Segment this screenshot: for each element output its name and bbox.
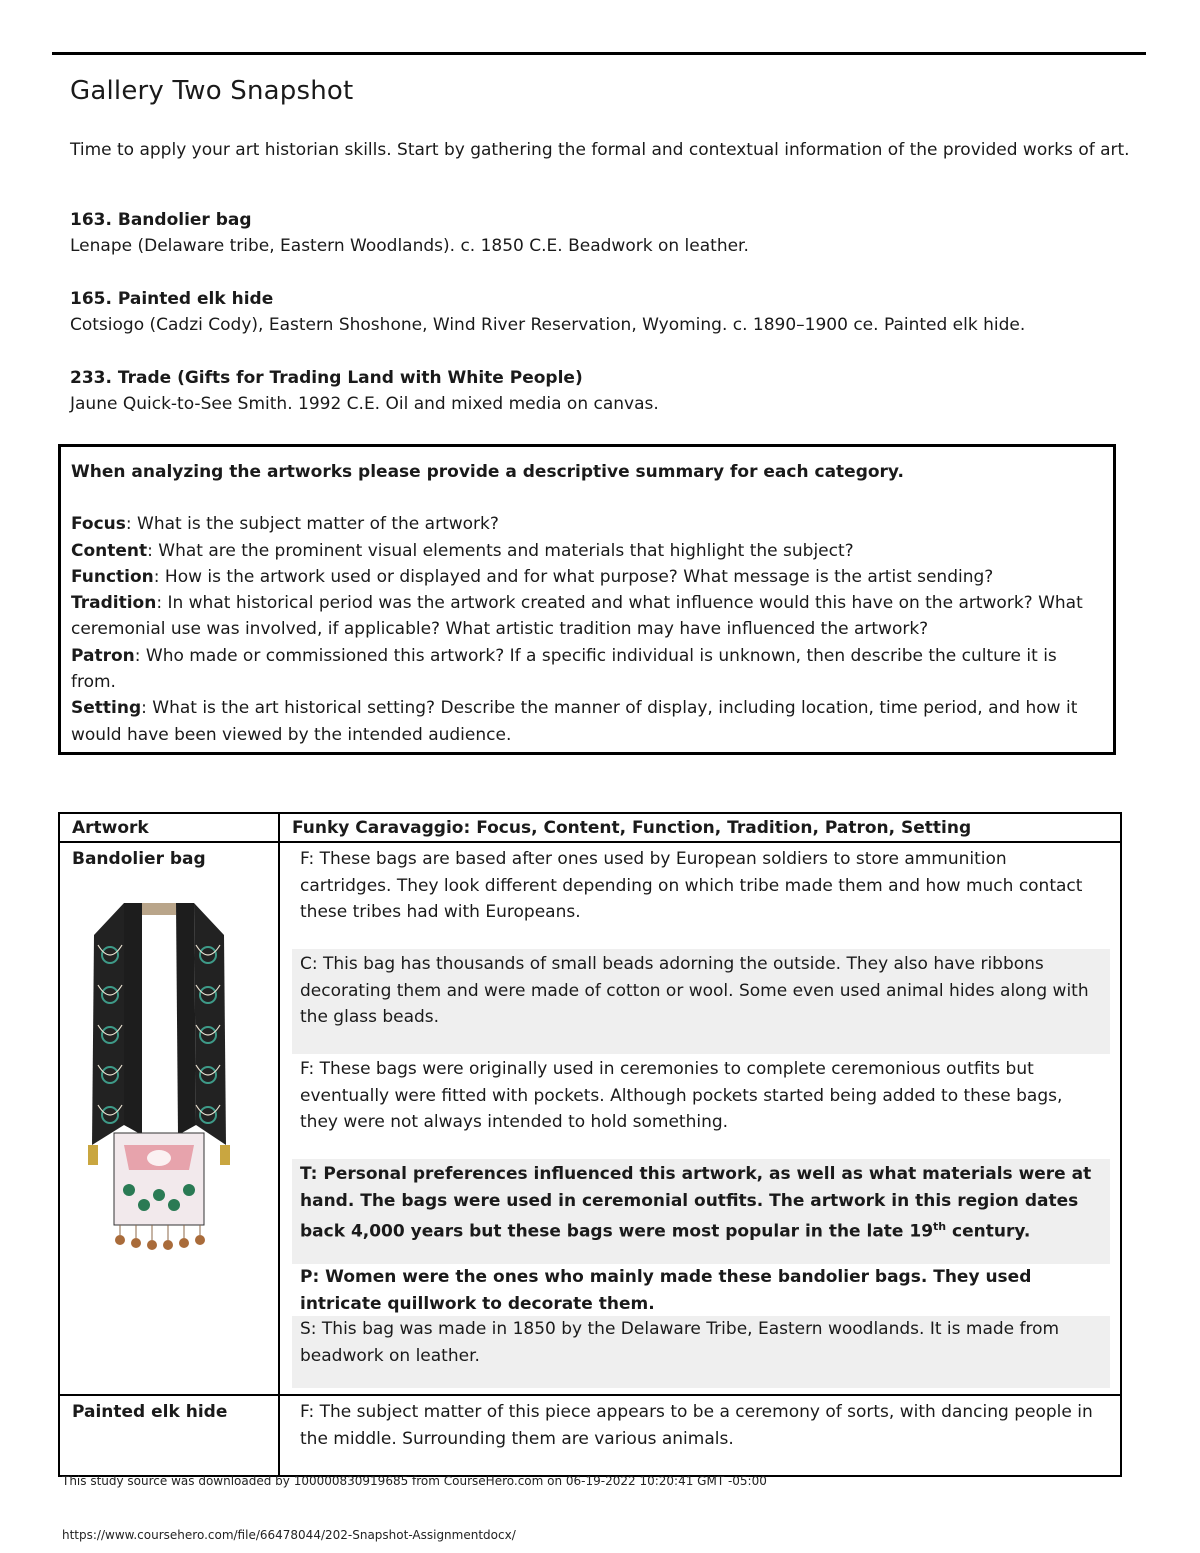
instructions-box bbox=[58, 444, 1116, 755]
category-text: : In what historical period was the artwork created and what influence would this have on the artwork? What ceremonial use was involved, if applicable? What artistic tradition may have influenced the artwork? bbox=[71, 593, 1083, 640]
category-label: Focus bbox=[71, 514, 126, 535]
category-label: Patron bbox=[71, 645, 135, 666]
category-content bbox=[71, 538, 1103, 564]
table-row bbox=[59, 1395, 1121, 1476]
bandolier-bag-image bbox=[84, 895, 234, 1255]
download-notice: This study source was downloaded by 100000830919685 from CourseHero.com on 06-19-2022 10:20:41 GMT -05:00 bbox=[62, 1474, 767, 1488]
category-function bbox=[71, 564, 1103, 590]
category-label: Tradition bbox=[71, 593, 157, 614]
artwork-entry-trade bbox=[70, 365, 1130, 417]
top-rule bbox=[52, 52, 1146, 55]
category-text: : What are the prominent visual elements and materials that highlight the subject? bbox=[147, 540, 854, 561]
answer-tradition-text: T: Personal preferences influenced this artwork, as well as what materials were at hand. The bags were used in ceremonial outfits. The artwork in this region dates back 4,000 years but these bags were most popular in the late 19 bbox=[300, 1164, 1092, 1242]
artwork-cell bbox=[59, 842, 279, 1395]
answer-tradition bbox=[292, 1159, 1110, 1264]
answer-content: C: This bag has thousands of small beads adorning the outside. They also have ribbons decorating them and were made of cotton or wool. Some even used animal hides along with the glass beads. bbox=[292, 949, 1110, 1054]
category-focus bbox=[71, 511, 1103, 537]
table-header-row bbox=[59, 813, 1121, 842]
artwork-description: Lenape (Delaware tribe, Eastern Woodlands). c. 1850 C.E. Beadwork on leather. bbox=[70, 236, 749, 256]
artwork-title: 233. Trade (Gifts for Trading Land with White People) bbox=[70, 368, 583, 388]
intro-paragraph: Time to apply your art historian skills. Start by gathering the formal and contextual information of the provided works of art. bbox=[70, 140, 1130, 160]
answer-function: F: These bags were originally used in ceremonies to complete ceremonious outfits but eventually were fitted with pockets. Although pockets started being added to these bags, they were not always intended to hold something. bbox=[300, 1059, 1063, 1132]
answers-cell bbox=[279, 1395, 1121, 1476]
answer-tradition-tail: century. bbox=[946, 1221, 1031, 1242]
header-artwork: Artwork bbox=[59, 813, 279, 842]
category-tradition bbox=[71, 590, 1103, 643]
artwork-title: 165. Painted elk hide bbox=[70, 289, 274, 309]
category-text: : Who made or commissioned this artwork? If a specific individual is unknown, then describe the culture it is from. bbox=[71, 645, 1057, 693]
category-label: Setting bbox=[71, 698, 142, 719]
category-patron bbox=[71, 643, 1103, 696]
row-label: Painted elk hide bbox=[72, 1402, 228, 1423]
artwork-description: Cotsiogo (Cadzi Cody), Eastern Shoshone, Wind River Reservation, Wyoming. c. 1890–1900 ce. Painted elk hide. bbox=[70, 315, 1026, 335]
category-text: : What is the art historical setting? Describe the manner of display, including location, time period, and how it would have been viewed by the intended audience. bbox=[71, 698, 1078, 745]
artwork-entry-elk-hide bbox=[70, 286, 1130, 338]
artwork-entry-bandolier bbox=[70, 207, 1130, 259]
category-text: : How is the artwork used or displayed and for what purpose? What message is the artist sending? bbox=[153, 566, 994, 587]
artwork-description: Jaune Quick-to-See Smith. 1992 C.E. Oil and mixed media on canvas. bbox=[70, 394, 659, 414]
header-categories: Funky Caravaggio: Focus, Content, Function, Tradition, Patron, Setting bbox=[279, 813, 1121, 842]
answers-cell bbox=[279, 842, 1121, 1395]
artwork-title: 163. Bandolier bag bbox=[70, 210, 252, 230]
answer-focus: F: These bags are based after ones used by European soldiers to store ammunition cartridges. They look different depending on which tribe made them and how much contact these tribes had with Europeans. bbox=[300, 849, 1083, 922]
answer-tradition-superscript: th bbox=[933, 1219, 947, 1233]
document-title: Gallery Two Snapshot bbox=[70, 76, 354, 106]
answer-setting: S: This bag was made in 1850 by the Delaware Tribe, Eastern woodlands. It is made from beadwork on leather. bbox=[292, 1316, 1110, 1388]
analysis-table bbox=[58, 812, 1122, 1477]
source-url[interactable]: https://www.coursehero.com/file/66478044/202-Snapshot-Assignmentdocx/ bbox=[62, 1528, 516, 1542]
category-setting bbox=[71, 695, 1103, 748]
artwork-cell bbox=[59, 1395, 279, 1476]
table-row bbox=[59, 842, 1121, 1395]
category-text: : What is the subject matter of the artwork? bbox=[125, 514, 499, 535]
category-label: Function bbox=[71, 566, 154, 587]
instructions-heading: When analyzing the artworks please provide a descriptive summary for each category. bbox=[71, 462, 904, 482]
category-label: Content bbox=[71, 540, 148, 561]
answer-patron: P: Women were the ones who mainly made these bandolier bags. They used intricate quillwork to decorate them. bbox=[300, 1267, 1032, 1314]
row-label: Bandolier bag bbox=[72, 849, 206, 870]
answer-focus: F: The subject matter of this piece appears to be a ceremony of sorts, with dancing people in the middle. Surrounding them are various animals. bbox=[300, 1402, 1093, 1449]
